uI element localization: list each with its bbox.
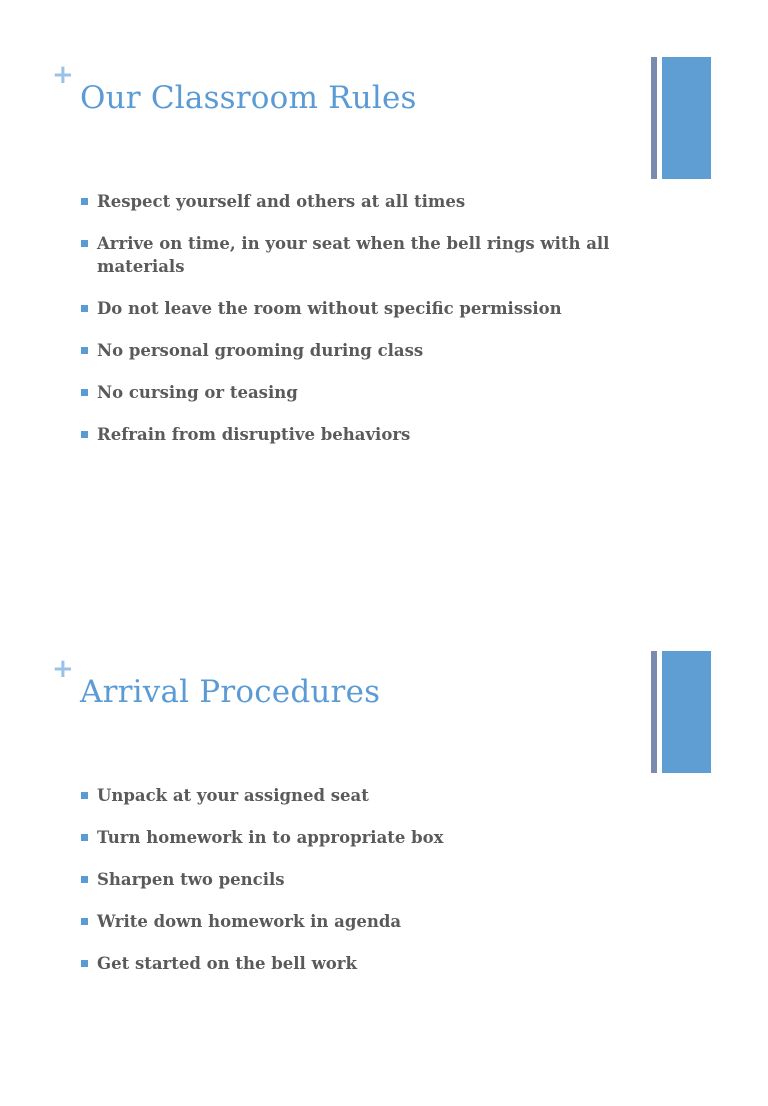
- square-bullet-icon: [81, 834, 88, 841]
- bullet-text: Turn homework in to appropriate box: [97, 828, 444, 847]
- plus-icon: +: [52, 654, 74, 684]
- list-item: [80, 910, 620, 933]
- square-bullet-icon: [81, 305, 88, 312]
- list-item: [80, 784, 620, 807]
- slide-title: Arrival Procedures: [80, 674, 381, 710]
- list-item: [80, 232, 620, 278]
- list-item: [80, 952, 620, 975]
- slide-arrival-procedures: [0, 594, 768, 1106]
- square-bullet-icon: [81, 792, 88, 799]
- bullet-text: Do not leave the room without specific permission: [97, 299, 562, 318]
- slide-title: Our Classroom Rules: [80, 80, 417, 116]
- list-item: [80, 826, 620, 849]
- accent-bar-thick: [662, 651, 711, 773]
- square-bullet-icon: [81, 347, 88, 354]
- list-item: [80, 381, 620, 404]
- plus-icon: +: [52, 60, 74, 90]
- accent-bar-thick: [662, 57, 711, 179]
- bullet-text: Respect yourself and others at all times: [97, 192, 466, 211]
- list-item: [80, 423, 620, 446]
- bullet-text: Get started on the bell work: [97, 954, 357, 973]
- bullet-list: [80, 190, 620, 465]
- square-bullet-icon: [81, 198, 88, 205]
- square-bullet-icon: [81, 876, 88, 883]
- square-bullet-icon: [81, 918, 88, 925]
- bullet-list: [80, 784, 620, 994]
- square-bullet-icon: [81, 431, 88, 438]
- list-item: [80, 190, 620, 213]
- square-bullet-icon: [81, 960, 88, 967]
- bullet-text: Arrive on time, in your seat when the bell rings with all materials: [97, 234, 610, 276]
- square-bullet-icon: [81, 389, 88, 396]
- list-item: [80, 339, 620, 362]
- list-item: [80, 297, 620, 320]
- bullet-text: Refrain from disruptive behaviors: [97, 425, 411, 444]
- accent-bar-thin: [651, 57, 657, 179]
- bullet-text: No cursing or teasing: [97, 383, 298, 402]
- bullet-text: Unpack at your assigned seat: [97, 786, 369, 805]
- square-bullet-icon: [81, 240, 88, 247]
- bullet-text: Sharpen two pencils: [97, 870, 285, 889]
- list-item: [80, 868, 620, 891]
- bullet-text: No personal grooming during class: [97, 341, 424, 360]
- accent-bar-thin: [651, 651, 657, 773]
- bullet-text: Write down homework in agenda: [97, 912, 402, 931]
- slide-classroom-rules: [0, 0, 768, 512]
